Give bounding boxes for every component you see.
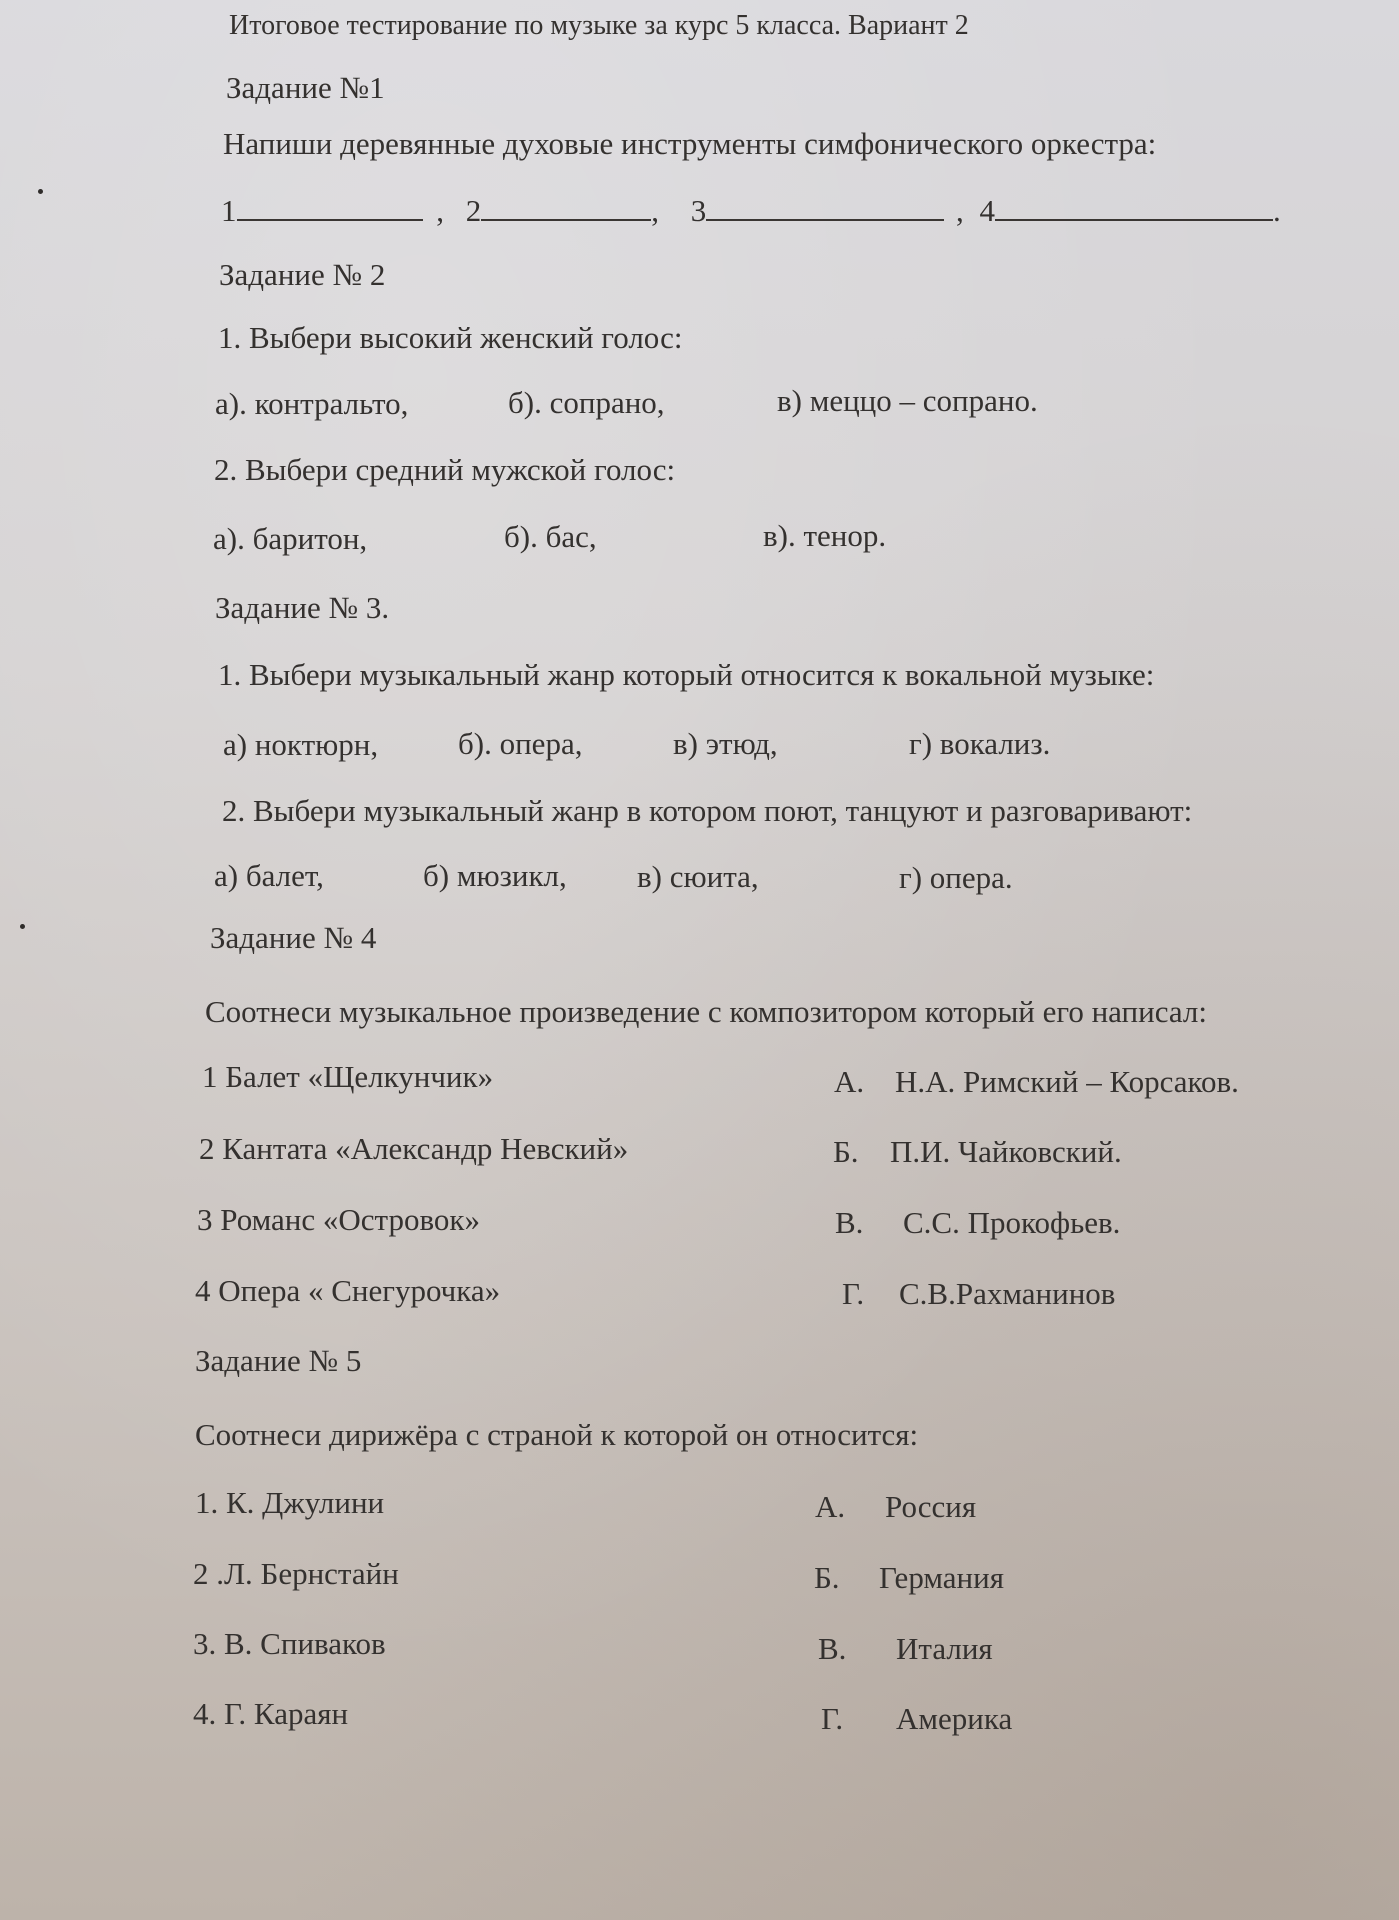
task4-prompt: Соотнеси музыкальное произведение с композитором который его написал: xyxy=(205,994,1207,1029)
task3-q1-option-c[interactable]: в) этюд, xyxy=(673,726,778,761)
task4-letter-c: В. xyxy=(835,1205,864,1240)
answer-blank-1[interactable] xyxy=(237,193,423,221)
blank-number: 3 xyxy=(690,193,707,228)
task4-work-2: 2 Кантата «Александр Невский» xyxy=(199,1131,629,1166)
task5-prompt: Соотнеси дирижёра с страной к которой он относится: xyxy=(195,1417,919,1452)
task4-letter-b: Б. xyxy=(833,1134,859,1169)
task3-question-2: 2. Выбери музыкальный жанр в котором поют, танцуют и разговаривают: xyxy=(222,793,1193,828)
task4-composer-b: П.И. Чайковский. xyxy=(890,1134,1122,1169)
blank-separator: , xyxy=(651,193,659,228)
task5-conductor-3: 3. В. Спиваков xyxy=(193,1626,386,1661)
blank-separator: , xyxy=(436,193,444,228)
task3-question-1: 1. Выбери музыкальный жанр который относится к вокальной музыке: xyxy=(218,657,1155,692)
task2-q1-option-c[interactable]: в) меццо – сопрано. xyxy=(777,383,1038,418)
task4-letter-a: А. xyxy=(834,1064,865,1099)
task5-heading: Задание № 5 xyxy=(195,1343,362,1378)
task1-heading: Задание №1 xyxy=(226,70,385,105)
task5-country-c: Италия xyxy=(896,1631,993,1666)
blank-number: 4 xyxy=(979,193,995,228)
task2-q1-option-a[interactable]: а). контральто, xyxy=(215,386,409,421)
task4-composer-c: С.С. Прокофьев. xyxy=(903,1205,1121,1240)
task5-letter-d: Г. xyxy=(821,1701,844,1736)
task3-q1-option-b[interactable]: б). опера, xyxy=(458,726,583,761)
task5-conductor-2: 2 .Л. Бернстайн xyxy=(193,1556,399,1591)
task3-q1-option-d[interactable]: г) вокализ. xyxy=(909,726,1051,761)
task2-q2-option-b[interactable]: б). бас, xyxy=(504,519,597,554)
task2-q1-option-b[interactable]: б). сопрано, xyxy=(508,385,665,420)
task5-letter-c: В. xyxy=(818,1631,847,1666)
task2-question-1: 1. Выбери высокий женский голос: xyxy=(218,320,683,355)
task4-work-1: 1 Балет «Щелкунчик» xyxy=(202,1059,494,1094)
task3-q2-option-d[interactable]: г) опера. xyxy=(899,860,1013,895)
blank-separator: , xyxy=(956,193,964,228)
answer-blank-2[interactable] xyxy=(481,193,651,221)
task2-question-2: 2. Выбери средний мужской голос: xyxy=(214,452,676,487)
task2-heading: Задание № 2 xyxy=(219,257,386,292)
task5-letter-b: Б. xyxy=(814,1560,840,1595)
task3-q1-option-a[interactable]: а) ноктюрн, xyxy=(223,727,379,762)
paper-speck xyxy=(20,924,25,929)
task3-q2-option-a[interactable]: а) балет, xyxy=(214,858,324,893)
page-title: Итоговое тестирование по музыке за курс 5 класса. Вариант 2 xyxy=(229,10,969,41)
task4-heading: Задание № 4 xyxy=(210,920,377,955)
paper-speck xyxy=(38,189,43,194)
task4-composer-d: С.В.Рахманинов xyxy=(899,1276,1116,1311)
blank-separator: . xyxy=(1273,193,1281,228)
task4-work-3: 3 Романс «Островок» xyxy=(197,1202,480,1237)
answer-blank-3[interactable] xyxy=(706,193,944,221)
answer-blank-4[interactable] xyxy=(995,193,1273,221)
task1-prompt: Напиши деревянные духовые инструменты симфонического оркестра: xyxy=(223,126,1157,161)
task5-conductor-1: 1. К. Джулини xyxy=(195,1485,385,1520)
task3-q2-option-b[interactable]: б) мюзикл, xyxy=(423,858,567,893)
task1-answer-blanks xyxy=(221,193,1281,229)
task4-composer-a: Н.А. Римский – Корсаков. xyxy=(895,1064,1239,1099)
task3-heading: Задание № 3. xyxy=(215,590,390,625)
task5-conductor-4: 4. Г. Караян xyxy=(193,1696,349,1731)
task5-country-a: Россия xyxy=(885,1489,977,1524)
task2-q2-option-a[interactable]: а). баритон, xyxy=(213,521,368,556)
task5-letter-a: А. xyxy=(815,1489,846,1524)
blank-number: 1 xyxy=(221,193,237,228)
task3-q2-option-c[interactable]: в) сюита, xyxy=(637,859,759,894)
task2-q2-option-c[interactable]: в). тенор. xyxy=(763,518,887,553)
blank-number: 2 xyxy=(465,193,482,228)
task5-country-b: Германия xyxy=(879,1560,1004,1595)
task4-work-4: 4 Опера « Снегурочка» xyxy=(195,1273,501,1308)
task4-letter-d: Г. xyxy=(842,1276,865,1311)
task5-country-d: Америка xyxy=(896,1701,1013,1736)
